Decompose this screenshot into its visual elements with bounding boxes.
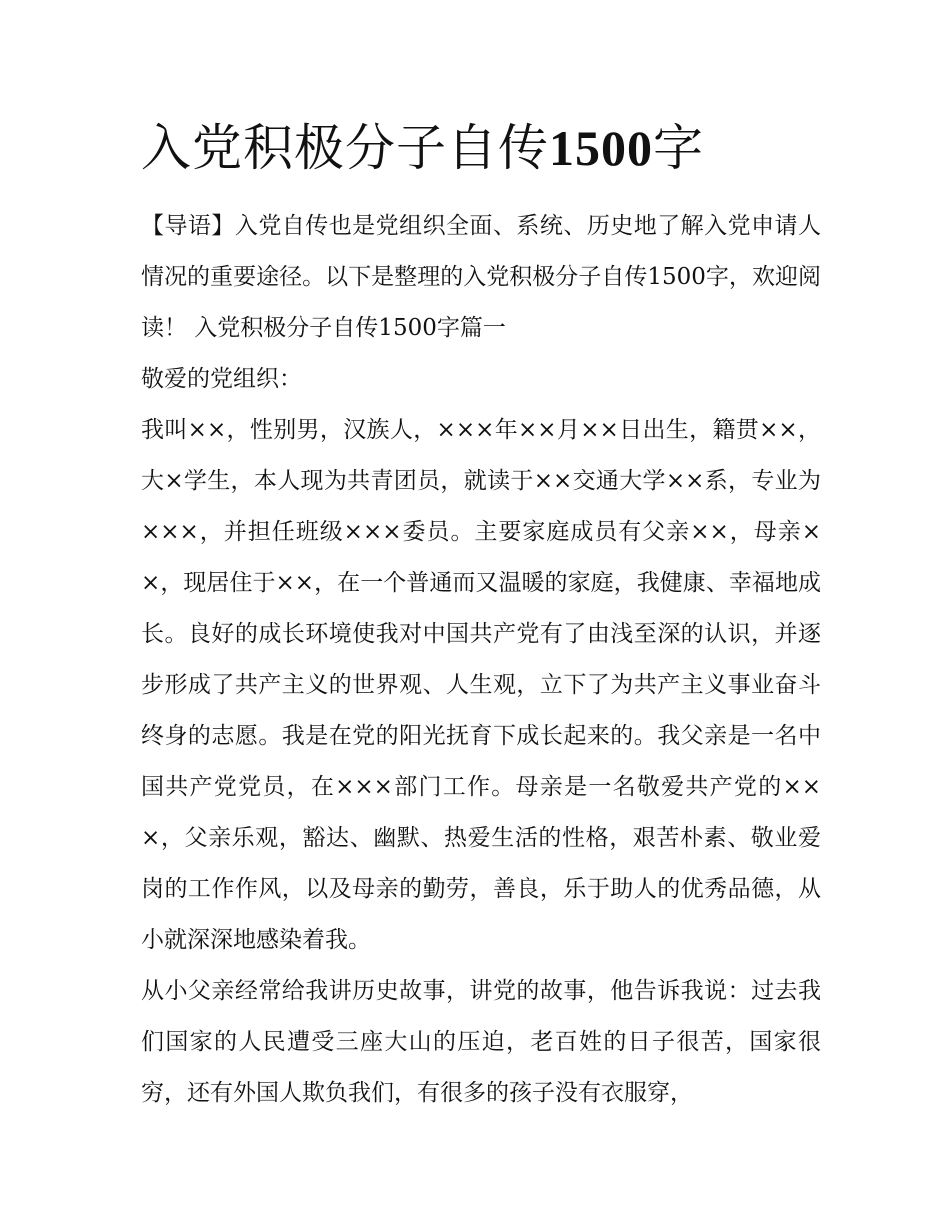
title-suffix: 字 [653,119,704,177]
body-paragraph: 从小父亲经常给我讲历史故事，讲党的故事，他告诉我说：过去我们国家的人民遭受三座大山的压迫，老百姓的日子很苦，国家很穷，还有外国人欺负我们，有很多的孩子没有衣服穿， [141,978,821,1106]
title-text: 入党积极分子自传 [141,119,549,177]
body-paragraph: 我叫××，性别男，汉族人，×××年××月××日出生，籍贯××，大×学生，本人现为共青团员，就读于××交通大学××系，专业为×××，并担任班级×××委员。主要家庭成员有父亲××，母亲××，现居住于××，在一个普通而又温暖的家庭，我健康、幸福地成长。良好的成长环境使我对中国共产党有了由浅至深的认识，并逐步形成了共产主义的世界观、人生观，立下了为共产主义事业奋斗终身的志愿。我是在党的阳光抚育下成长起来的。我父亲是一名中国共产党党员，在×××部门工作。母亲是一名敬爱共产党的×××，父亲乐观，豁达、幽默、热爱生活的性格，艰苦朴素、敬业爱岗的工作作风，以及母亲的勤劳，善良，乐于助人的优秀品德，从小就深深地感染着我。 [141,417,821,953]
intro-paragraph: 【导语】入党自传也是党组织全面、系统、历史地了解入党申请人情况的重要途径。以下是整理的入党积极分子自传1500字，欢迎阅读！ 入党积极分子自传1500字篇一 [141,213,821,341]
document-body [141,201,821,1119]
salutation: 敬爱的党组织： [141,366,302,392]
document-page [141,118,821,1106]
document-title [141,118,821,178]
title-number: 1500 [549,120,653,176]
